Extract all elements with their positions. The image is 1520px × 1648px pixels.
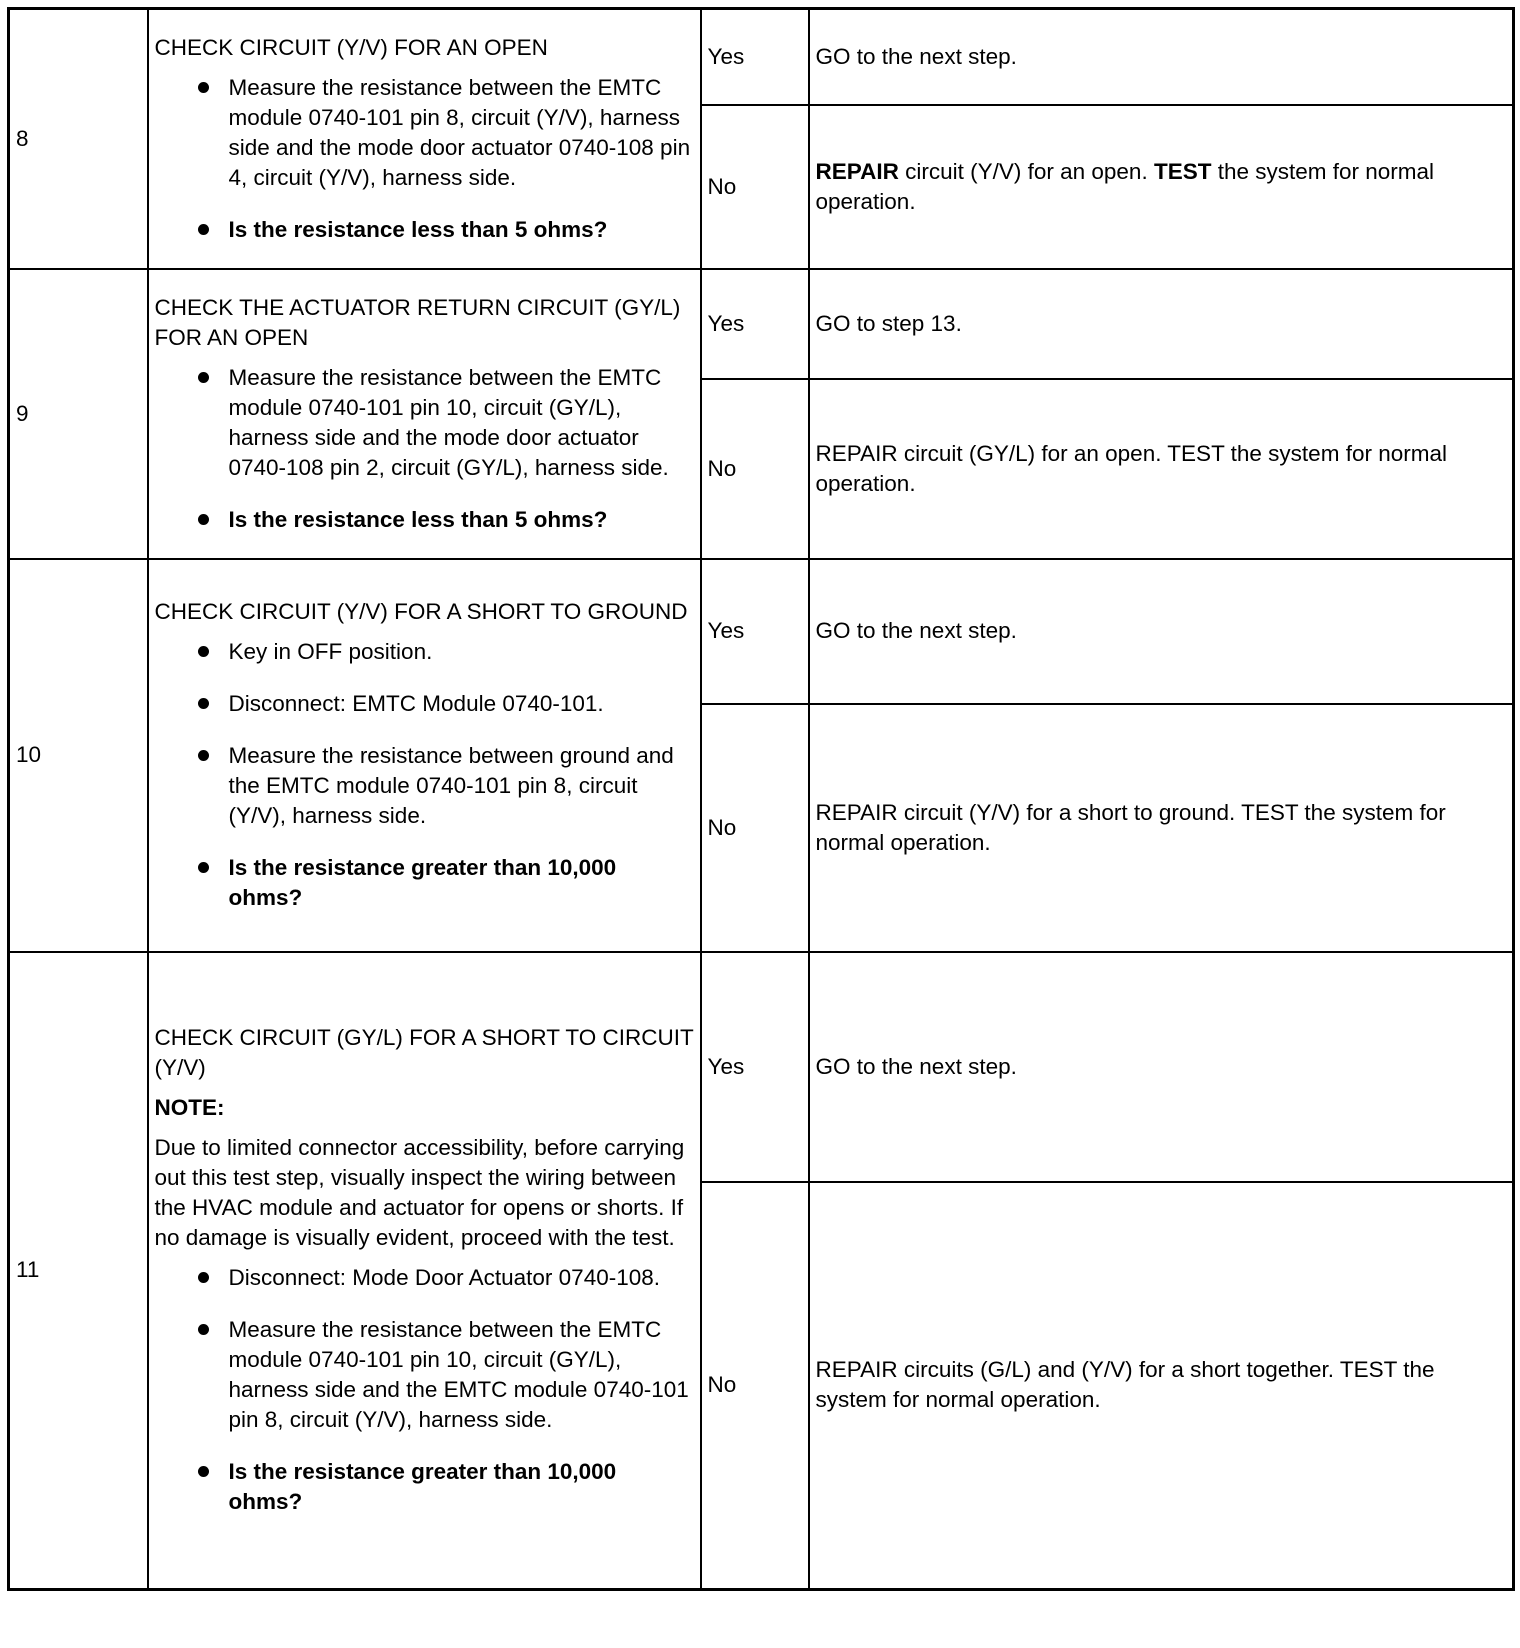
- test-cell: [148, 269, 701, 559]
- list-item: Measure the resistance between the EMTC module 0740-101 pin 10, circuit (GY/L), harness side and the EMTC module 0740-101 pin 8, circuit (Y/V), harness side.: [155, 1315, 694, 1435]
- bullet-icon: [198, 646, 209, 657]
- bullet-icon: [198, 514, 209, 525]
- yes-label: Yes: [701, 269, 809, 379]
- yes-label: Yes: [701, 952, 809, 1182]
- step-number: 8: [9, 9, 148, 269]
- test-cell: [148, 9, 701, 269]
- bullet-list: [155, 637, 694, 913]
- no-label: No: [701, 1182, 809, 1590]
- table-row-step-11: [9, 952, 1514, 1182]
- table-row-step-10: [9, 559, 1514, 704]
- yes-label: Yes: [701, 9, 809, 105]
- no-label: No: [701, 704, 809, 952]
- question-item: Is the resistance less than 5 ohms?: [155, 505, 694, 535]
- table-row-step-9: [9, 269, 1514, 379]
- note-heading: NOTE:: [154, 1095, 225, 1121]
- step-number: 11: [9, 952, 148, 1590]
- no-action: REPAIR circuit (Y/V) for an open. TEST the system for normal operation.: [809, 105, 1514, 269]
- bullet-list: [155, 1263, 694, 1517]
- diagnostic-table: [7, 7, 1515, 1591]
- question-item: Is the resistance greater than 10,000 ohms?: [155, 853, 694, 913]
- list-item: Measure the resistance between the EMTC module 0740-101 pin 8, circuit (Y/V), harness side and the mode door actuator 0740-108 pin 4, circuit (Y/V), harness side.: [155, 73, 694, 193]
- bullet-icon: [198, 82, 209, 93]
- list-item: Measure the resistance between ground and the EMTC module 0740-101 pin 8, circuit (Y/V), harness side.: [155, 741, 694, 831]
- bullet-icon: [198, 698, 209, 709]
- question-item: Is the resistance less than 5 ohms?: [155, 215, 694, 245]
- yes-action: GO to step 13.: [809, 269, 1514, 379]
- question-item: Is the resistance greater than 10,000 ohms?: [155, 1457, 694, 1517]
- test-title: CHECK CIRCUIT (Y/V) FOR AN OPEN: [154, 34, 548, 60]
- bullet-icon: [198, 1466, 209, 1477]
- bullet-list: [155, 73, 694, 245]
- step-number: 10: [9, 559, 148, 952]
- bullet-icon: [198, 862, 209, 873]
- list-item: Key in OFF position.: [155, 637, 694, 667]
- bullet-icon: [198, 372, 209, 383]
- bullet-icon: [198, 1272, 209, 1283]
- no-label: No: [701, 379, 809, 559]
- test-title: CHECK CIRCUIT (Y/V) FOR A SHORT TO GROUND: [154, 599, 688, 624]
- yes-label: Yes: [701, 559, 809, 704]
- yes-action: GO to the next step.: [809, 9, 1514, 105]
- note-text: Due to limited connector accessibility, before carrying out this test step, visually inspect the wiring between the HVAC module and actuator for opens or shorts. If no damage is visually evident, proceed with the test.: [154, 1135, 685, 1251]
- yes-action: GO to the next step.: [809, 952, 1514, 1182]
- test-cell: [148, 952, 701, 1590]
- no-action: REPAIR circuits (G/L) and (Y/V) for a short together. TEST the system for normal operation.: [809, 1182, 1514, 1590]
- no-action: REPAIR circuit (Y/V) for a short to ground. TEST the system for normal operation.: [809, 704, 1514, 952]
- no-action: REPAIR circuit (GY/L) for an open. TEST the system for normal operation.: [809, 379, 1514, 559]
- bullet-icon: [198, 224, 209, 235]
- no-label: No: [701, 105, 809, 269]
- bullet-icon: [198, 750, 209, 761]
- step-number: 9: [9, 269, 148, 559]
- test-title: CHECK THE ACTUATOR RETURN CIRCUIT (GY/L) FOR AN OPEN: [154, 294, 681, 350]
- bullet-icon: [198, 1324, 209, 1335]
- test-cell: [148, 559, 701, 952]
- yes-action: GO to the next step.: [809, 559, 1514, 704]
- bullet-list: [155, 363, 694, 535]
- list-item: Disconnect: Mode Door Actuator 0740-108.: [155, 1263, 694, 1293]
- list-item: Measure the resistance between the EMTC module 0740-101 pin 10, circuit (GY/L), harness side and the mode door actuator 0740-108 pin 2, circuit (GY/L), harness side.: [155, 363, 694, 483]
- list-item: Disconnect: EMTC Module 0740-101.: [155, 689, 694, 719]
- test-title: CHECK CIRCUIT (GY/L) FOR A SHORT TO CIRCUIT (Y/V): [154, 1025, 694, 1081]
- table-row-step-8: [9, 9, 1514, 105]
